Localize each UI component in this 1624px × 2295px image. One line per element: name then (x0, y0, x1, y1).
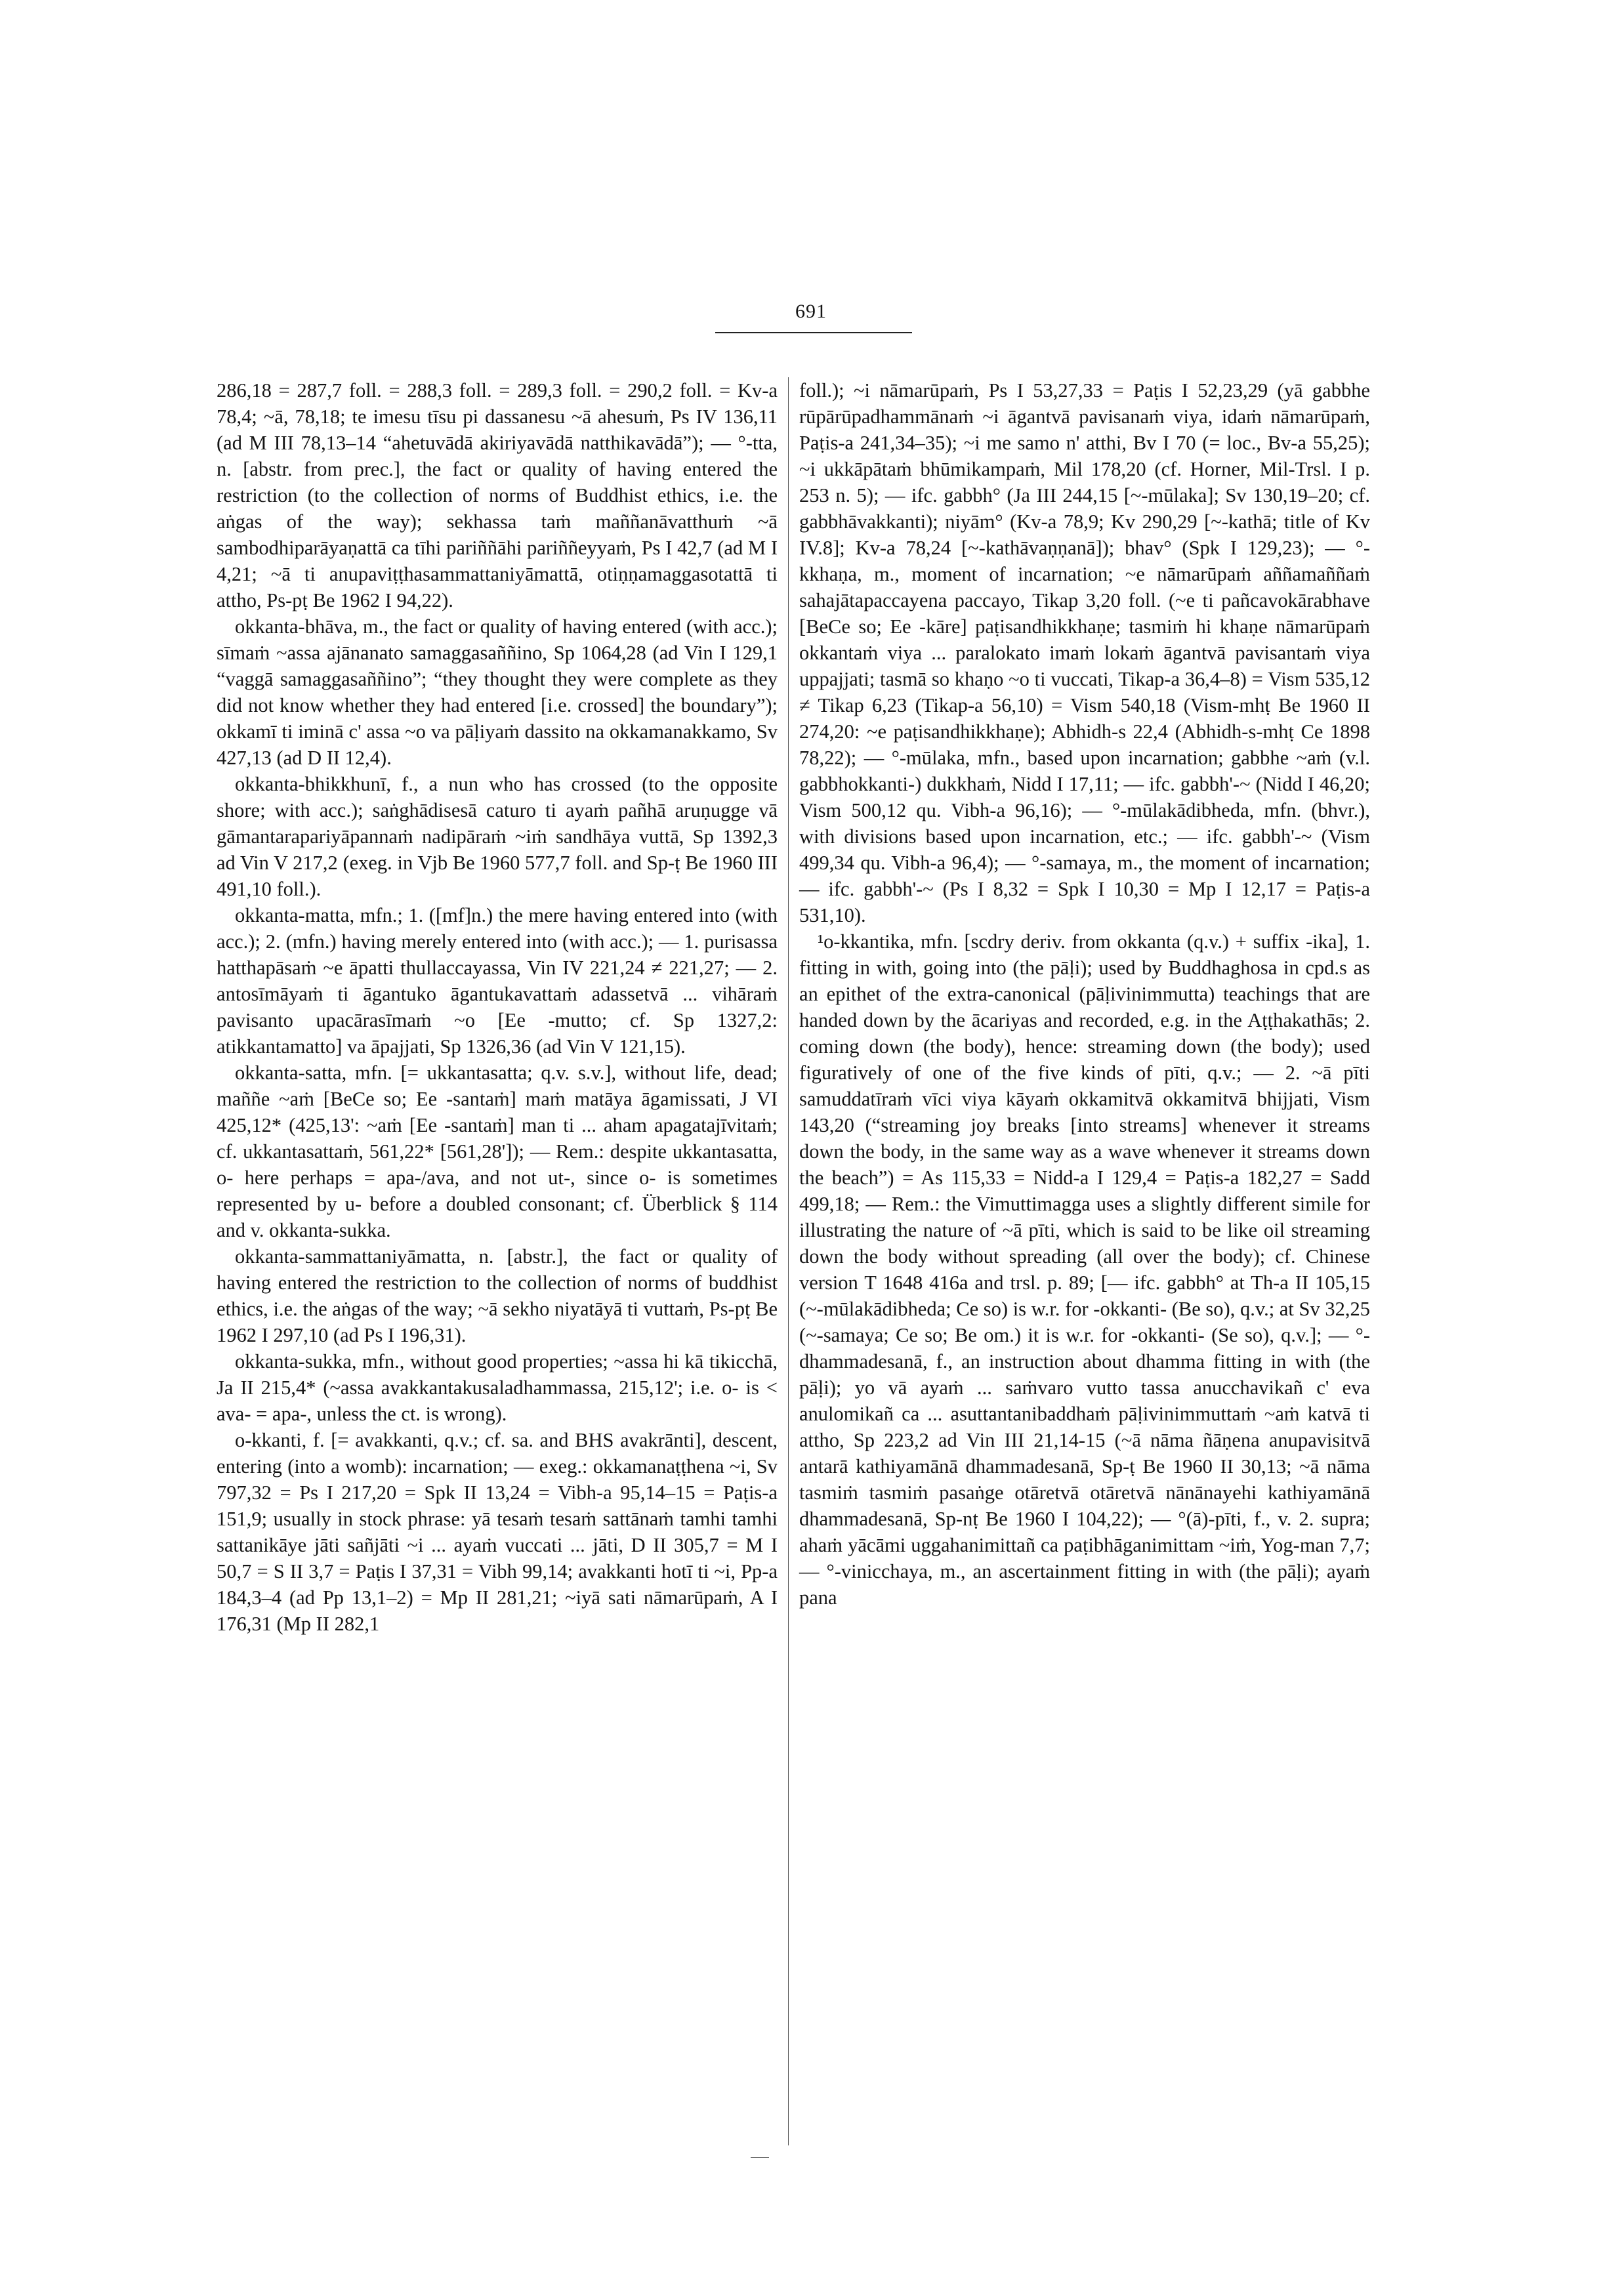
entry-o-kkanti: o-kkanti, f. [= avakkanti, q.v.; cf. sa. and BHS avakrānti], descent, entering (into a womb): incarnation; — exeg.: okkamanaṭṭhena ~i, Sv 797,32 = Ps I 217,20 = Spk II 13,24 = Vibh-a 95,14–15 = Paṭis-a 151,9; usually in stock phrase: yā tesaṁ tesaṁ sattānaṁ tamhi tamhi sattanikāye jāti sañjāti ~i ... ayaṁ vuccati ... jāti, D II 305,7 = M I 50,7 = S II 3,7 = Paṭis I 37,31 = Vibh 99,14; avakkanti hotī ti ~i, Pp-a 184,3–4 (ad Pp 13,1–2) = Mp II 281,21; ~iyā sati nāmarūpaṁ, A I 176,31 (Mp II 282,1 (217, 1429, 778, 1635)
entry-okkanta-matta: okkanta-matta, mfn.; 1. ([mf]n.) the mere having entered into (with acc.); 2. (mfn.) having merely entered into (with acc.); — 1. purisassa hatthapāsaṁ ~e āpatti thullaccayassa, Vin IV 221,24 ≠ 221,27; — 2. antosīmāyaṁ ti āgantuko āgantukavattaṁ adassetvā ... vihāraṁ pavisanto upacārasīmaṁ ~o [Ee -mutto; cf. Sp 1327,2: atikkantamatto] va āpajjati, Sp 1326,36 (ad Vin V 121,15). (217, 904, 778, 1058)
entry-okkanta-satta: okkanta-satta, mfn. [= ukkantasatta; q.v. s.v.], without life, dead; maññe ~aṁ [BeCe so; Ee -santaṁ] maṁ matāya āgamissati, J VI 425,12* (425,13': ~aṁ [Ee -santaṁ] man ti ... aham apagatajīvitaṁ; cf. ukkantasattaṁ, 561,22* [561,28']); — Rem.: despite ukkantasatta, o- here perhaps = apa-/ava, and not ut-, since o- is sometimes represented by u- before a doubled consonant; cf. Überblick § 114 and v. okkanta-sukka. (217, 1062, 778, 1241)
page-number: 691 (795, 300, 827, 322)
page-number-rule (715, 332, 912, 333)
entry-okkanta-sukka: okkanta-sukka, mfn., without good properties; ~assa hi kā tikicchā, Ja II 215,4* (~assa avakkantakusaladhammassa, 215,12'; i.e. o- is < ava- = apa-, unless the ct. is wrong). (217, 1350, 778, 1425)
right-column (799, 377, 1370, 1611)
left-column (217, 377, 778, 1637)
entry-okkanta-bhikkhuni: okkanta-bhikkhunī, f., a nun who has crossed (to the opposite shore; with acc.); saṅghādisesā caturo ti ayaṁ pañhā aruṇugge vā gāmantarapariyāpannaṁ nadipāraṁ ~iṁ sandhāya vuttā, Sp 1392,3 ad Vin V 217,2 (exeg. in Vjb Be 1960 577,7 foll. and Sp-ṭ Be 1960 III 491,10 foll.). (217, 773, 778, 900)
column-divider (788, 377, 789, 2145)
bottom-mark (751, 2157, 769, 2158)
entry-o-kkantika: ¹o-kkantika, mfn. [scdry deriv. from okkanta (q.v.) + suffix -ika], 1. fitting in with, going into (the pāḷi); used by Buddhaghosa in cpd.s as an epithet of the extra-canonical (pāḷivinimmutta) teachings that are handed down by the ācariyas and recorded, e.g. in the Aṭṭhakathās; 2. coming down (the body), hence: streaming down (the body); used figuratively of one of the five kinds of pīti, q.v.; — 2. ~ā pīti samuddatīraṁ vīci viya kāyaṁ okkamitvā okkamitvā bhijjati, Vism 143,20 (“streaming joy breaks [into streams] whenever it streams down the body, in the same way as a wave whenever it streams down the beach”) = As 115,33 = Nidd-a I 129,4 = Paṭis-a 182,27 = Sadd 499,18; — Rem.: the Vimuttimagga uses a slightly different simile for illustrating the nature of ~ā pīti, which is said to be like oil streaming down the body without spreading (all over the body); cf. Chinese version T 1648 416a and trsl. p. 89; [— ifc. gabbh° at Th-a II 105,15 (~-mūlakādibheda; Ce so) is w.r. for -okkanti- (Be so), q.v.; at Sv 32,25 (~-samaya; Ce so; Be om.) it is w.r. for -okkanti- (Se so), q.v.]; — °-dhammadesanā, f., an instruction about dhamma fitting in with (the pāḷi); yo vā ayaṁ ... saṁvaro vutto tassa anucchavikañ c' eva anulomikañ ca ... asuttantanibaddhaṁ pāḷivinimmuttaṁ ~aṁ katvā ti attho, Sp 223,2 ad Vin III 21,14-15 (~ā nāma ñāṇena anupavisitvā antarā kathiyamānā dhammadesanā, Sp-ṭ Be 1960 II 30,13; ~ā nāma tasmiṁ tasmiṁ pasaṅge otāretvā otāretvā nānānayehi kathiyamānā dhammadesanā, Sp-nṭ Be 1960 I 104,22); — °(ā)-pīti, f., v. 2. supra; ahaṁ yācāmi uggahanimittañ ca paṭibhāganimittam ~iṁ, Yog-man 7,7; — °-vinicchaya, m., an ascertainment fitting in with (the pāḷi); ayaṁ pana (799, 930, 1370, 1609)
entry-okkanta-sammattaniyamatta: okkanta-sammattaniyāmatta, n. [abstr.], the fact or quality of having entered the restriction to the collection of norms of buddhist ethics, i.e. the aṅgas of the way; ~ā sekho niyatāyā ti vuttaṁ, Ps-pṭ Be 1962 I 297,10 (ad Ps I 196,31). (217, 1245, 778, 1346)
left-continuation: 286,18 = 287,7 foll. = 288,3 foll. = 289,3 foll. = 290,2 foll. = Kv-a 78,4; ~ā, 78,18; te imesu tīsu pi dassanesu ~ā ahesuṁ, Ps IV 136,11 (ad M III 78,13–14 “ahetuvādā akiriyavādā natthikavādā”); — °-tta, n. [abstr. from prec.], the fact or quality of having entered the restriction (to the collection of norms of Buddhist ethics, i.e. the aṅgas of the way); sekhassa taṁ maññanāvatthuṁ ~ā sambodhiparāyaṇattā ca tīhi pariññāhi pariññeyyaṁ, Ps I 42,7 (ad M I 4,21; ~ā ti anupaviṭṭhasammattaniyāmattā, otiṇṇamaggasotattā ti attho, Ps-pṭ Be 1962 I 94,22). (217, 379, 778, 611)
entry-okkanta-bhava: okkanta-bhāva, m., the fact or quality of having entered (with acc.); sīmaṁ ~assa ajānanato samaggasaññino, Sp 1064,28 (ad Vin I 129,1 “vaggā samaggasaññino”; “they thought they were complete as they did not know whether they had entered [i.e. crossed] the boundary”); okkamī ti iminā c' assa ~o va pāḷiyaṁ dassito na okkamanakkamo, Sv 427,13 (ad D II 12,4). (217, 615, 778, 769)
right-continuation: foll.); ~i nāmarūpaṁ, Ps I 53,27,33 = Paṭis I 52,23,29 (yā gabbhe rūpārūpadhammānaṁ ~i āgantvā pavisanaṁ viya, idaṁ nāmarūpaṁ, Paṭis-a 241,34–35); ~i me samo n' atthi, Bv I 70 (= loc., Bv-a 55,25); ~i ukkāpātaṁ bhūmikampaṁ, Mil 178,20 (cf. Horner, Mil-Trsl. I p. 253 n. 5); — ifc. gabbh° (Ja III 244,15 [~-mūlaka]; Sv 130,19–20; cf. gabbhāvakkanti); niyām° (Kv-a 78,9; Kv 290,29 [~-kathā; title of Kv IV.8]; Kv-a 78,24 [~-kathāvaṇṇanā]); bhav° (Spk I 129,23); — °-kkhaṇa, m., moment of incarnation; ~e nāmarūpaṁ aññamaññaṁ sahajātapaccayena paccayo, Tikap 3,20 foll. (~e ti pañcavokārabhave [BeCe so; Ee -kāre] paṭisandhikkhaṇe; tasmiṁ hi khaṇe nāmarūpaṁ okkantaṁ viya ... paralokato imaṁ lokaṁ āgantvā pavisantaṁ viya uppajjati; tasmā so khaṇo ~o ti vuccati, Tikap-a 36,4–8) = Vism 535,12 ≠ Tikap 6,23 (Tikap-a 56,10) = Vism 540,18 (Vism-mhṭ Be 1960 II 274,20: ~e paṭisandhikkhaṇe); Abhidh-s 22,4 (Abhidh-s-mhṭ Ce 1898 78,22); — °-mūlaka, mfn., based upon incarnation; gabbhe ~aṁ (v.l. gabbhokkanti-) dukkhaṁ, Nidd I 17,11; — ifc. gabbh'-~ (Nidd I 46,20; Vism 500,12 qu. Vibh-a 96,16); — °-mūlakādibheda, mfn. (bhvr.), with divisions based upon incarnation, etc.; — ifc. gabbh'-~ (Vism 499,34 qu. Vibh-a 96,4); — °-samaya, m., the moment of incarnation; — ifc. gabbh'-~ (Ps I 8,32 = Spk I 10,30 = Mp I 12,17 = Paṭis-a 531,10). (799, 379, 1370, 926)
